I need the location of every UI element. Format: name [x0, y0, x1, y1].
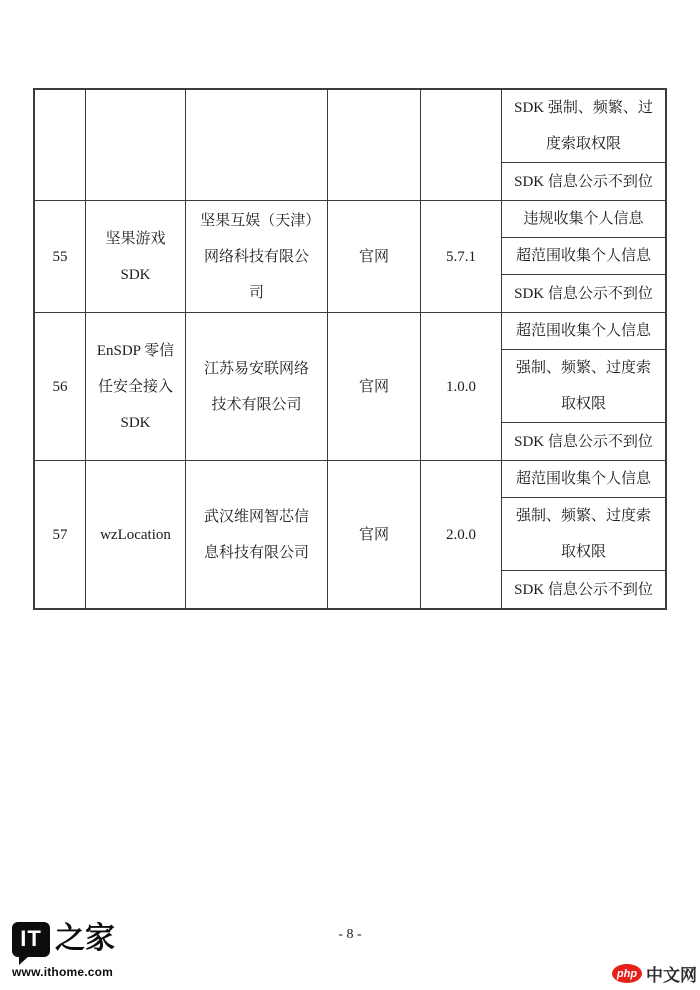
- cell-violations: [502, 90, 665, 200]
- cell-violations: [502, 461, 665, 608]
- cell-download-channel: 官网: [328, 313, 421, 460]
- phpcn-logo: [612, 961, 697, 986]
- cell-violations: [502, 201, 665, 312]
- violation-item: SDK 信息公示不到位: [514, 285, 653, 302]
- sdk-violation-table: [33, 88, 667, 610]
- table-row: [35, 90, 665, 201]
- cell-no: 56: [35, 313, 86, 460]
- ithome-speech-bubble-icon: [12, 922, 50, 957]
- cell-version: 2.0.0: [421, 461, 502, 608]
- table-row: [35, 461, 665, 608]
- violation-item: SDK 信息公示不到位: [514, 173, 653, 190]
- phpcn-logo-suffix: 中文网: [646, 966, 697, 985]
- php-badge-icon: php: [612, 964, 642, 983]
- cell-no: 55: [35, 201, 86, 312]
- violation-item: 超范围收集个人信息: [502, 238, 665, 275]
- ithome-logo-suffix: 之家: [55, 922, 115, 955]
- cell-download-channel: 官网: [328, 201, 421, 312]
- violation-item: 强制、频繁、过度索取权限: [502, 350, 665, 423]
- cell-no: 57: [35, 461, 86, 608]
- cell-no: [35, 90, 86, 200]
- violation-item: SDK 强制、频繁、过度索取权限: [502, 90, 665, 163]
- ithome-bubble-text: IT: [20, 926, 42, 951]
- cell-version: [421, 90, 502, 200]
- cell-download-channel: 官网: [328, 461, 421, 608]
- cell-download-channel: [328, 90, 421, 200]
- violation-item: 超范围收集个人信息: [502, 313, 665, 350]
- cell-version: 1.0.0: [421, 313, 502, 460]
- cell-sdk-name: EnSDP 零信任安全接入 SDK: [86, 313, 186, 460]
- violation-item: 强制、频繁、过度索取权限: [502, 498, 665, 571]
- cell-sdk-name: [86, 90, 186, 200]
- cell-violations: [502, 313, 665, 460]
- table-row: [35, 313, 665, 461]
- ithome-logo: [12, 920, 132, 979]
- cell-company: 武汉维网智芯信息科技有限公司: [186, 461, 328, 608]
- ithome-url: www.ithome.com: [12, 965, 114, 979]
- ithome-logo-mark: [12, 920, 132, 958]
- table-row: [35, 201, 665, 313]
- violation-item: SDK 信息公示不到位: [514, 433, 653, 450]
- violation-item: SDK 信息公示不到位: [514, 581, 653, 598]
- cell-sdk-name: 坚果游戏 SDK: [86, 201, 186, 312]
- cell-sdk-name: wzLocation: [86, 461, 186, 608]
- cell-company: 江苏易安联网络技术有限公司: [186, 313, 328, 460]
- cell-version: 5.7.1: [421, 201, 502, 312]
- cell-company: [186, 90, 328, 200]
- page-number: - 8 -: [338, 927, 362, 942]
- violation-item: 超范围收集个人信息: [502, 461, 665, 498]
- cell-company: 坚果互娱（天津）网络科技有限公司: [186, 201, 328, 312]
- violation-item: 违规收集个人信息: [502, 201, 665, 238]
